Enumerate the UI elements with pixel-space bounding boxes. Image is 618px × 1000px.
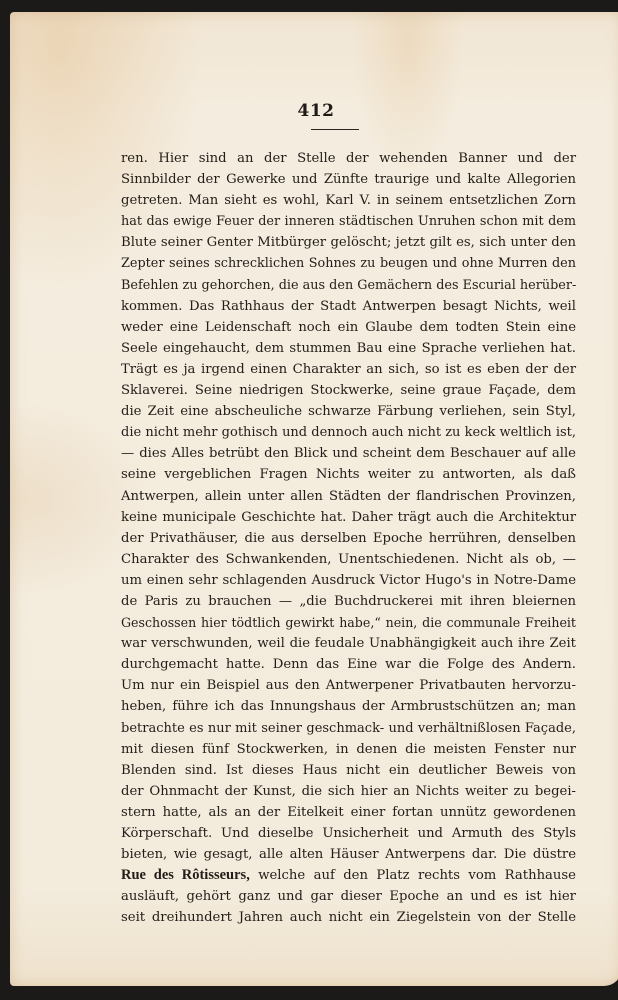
text-line-with-antiqua [121,865,576,886]
text-line: Trägt es ja irgend einen Charakter an sich, so ist es eben der der [121,361,576,377]
page-number: 412 [297,101,335,121]
text-line: um einen sehr schlagenden Ausdruck Victor Hugo's in Notre-Dame [121,572,576,588]
text-line: ausläuft, gehört ganz und gar dieser Epoche an und es ist hier [121,889,576,905]
text-line: bieten, wie gesagt, alle alten Häuser Antwerpens dar. Die düstre [121,847,576,863]
text-line: Blenden sind. Ist dieses Haus nicht ein deutlicher Beweis von [121,762,576,778]
text-line: die Zeit eine abscheuliche schwarze Färbung verliehen, sein Styl, [121,404,576,420]
text-line: seit dreihundert Jahren auch nicht ein Ziegelstein von der Stelle [121,910,576,926]
text-line: der Ohnmacht der Kunst, die sich hier an Nichts weiter zu begei- [121,783,576,799]
text-line: kommen. Das Rathhaus der Stadt Antwerpen besagt Nichts, weil [121,298,576,314]
text-line: stern hatte, als an der Eitelkeit einer fortan unnütz gewordenen [121,804,576,820]
text-line: Befehlen zu gehorchen, die aus den Gemächern des Escurial herüber- [121,277,577,293]
street-name-emphasis: Rue des Rôtisseurs, [121,867,250,884]
text-line: Um nur ein Beispiel aus den Antwerpener Privatbauten hervorzu- [121,678,576,694]
text-line: Körperschaft. Und dieselbe Unsicherheit und Armuth des Styls [121,826,576,841]
text-line: getreten. Man sieht es wohl, Karl V. in seinem entsetzlichen Zorn [121,193,576,209]
text-line: seine vergeblichen Fragen Nichts weiter zu antworten, als daß [121,467,576,483]
text-line: Charakter des Schwankenden, Unentschiedenen. Nicht als ob, — [121,551,576,567]
text-line: betrachte es nur mit seiner geschmack- und verhältnißlosen Façade, [121,720,576,736]
text-line: weder eine Leidenschaft noch ein Glaube dem todten Stein eine [121,319,576,335]
text-line: Antwerpen, allein unter allen Städten der flandrischen Provinzen, [121,488,576,504]
book-page [10,12,618,986]
text-line: Zepter seines schrecklichen Sohnes zu beugen und ohne Murren den [121,256,576,272]
text-line: die nicht mehr gothisch und dennoch auch nicht zu keck weltlich ist, [121,425,576,441]
text-line: war verschwunden, weil die feudale Unabhängigkeit auch ihre Zeit [121,636,576,652]
text-line: keine municipale Geschichte hat. Daher trägt auch die Architektur [121,509,576,525]
text-line: — dies Alles betrübt den Blick und scheint dem Beschauer auf alle [121,446,576,462]
text-line: Sklaverei. Seine niedrigen Stockwerke, seine graue Façade, dem [121,383,576,399]
text-line: Sinnbilder der Gewerke und Zünfte traurige und kalte Allegorien [121,172,576,188]
text-line: durchgemacht hatte. Denn das Eine war die Folge des Andern. [121,657,576,673]
text-line: hat das ewige Feuer der inneren städtischen Unruhen schon mit dem [121,214,576,230]
text-line: de Paris zu brauchen — „die Buchdruckerei mit ihren bleiernen [121,593,576,609]
text-line: Seele eingehaucht, dem stummen Bau eine Sprache verliehen hat. [121,340,576,356]
text-line: Geschossen hier tödtlich gewirkt habe,“ nein, die communale Freiheit [121,615,576,631]
text-line: Blute seiner Genter Mitbürger gelöscht; jetzt gilt es, sich unter den [121,235,576,251]
text-line: ren. Hier sind an der Stelle der wehenden Banner und der [121,151,576,166]
text-line: mit diesen fünf Stockwerken, in denen die meisten Fenster nur [121,741,576,757]
text-line-rest: welche auf den Platz rechts vom Rathhause [249,868,576,884]
page-number-rule [311,129,359,130]
text-line: heben, führe ich das Innungshaus der Armbrustschützen an; man [121,699,576,715]
text-line: der Privathäuser, die aus derselben Epoche herrühren, denselben [121,530,576,546]
body-text [121,148,576,928]
